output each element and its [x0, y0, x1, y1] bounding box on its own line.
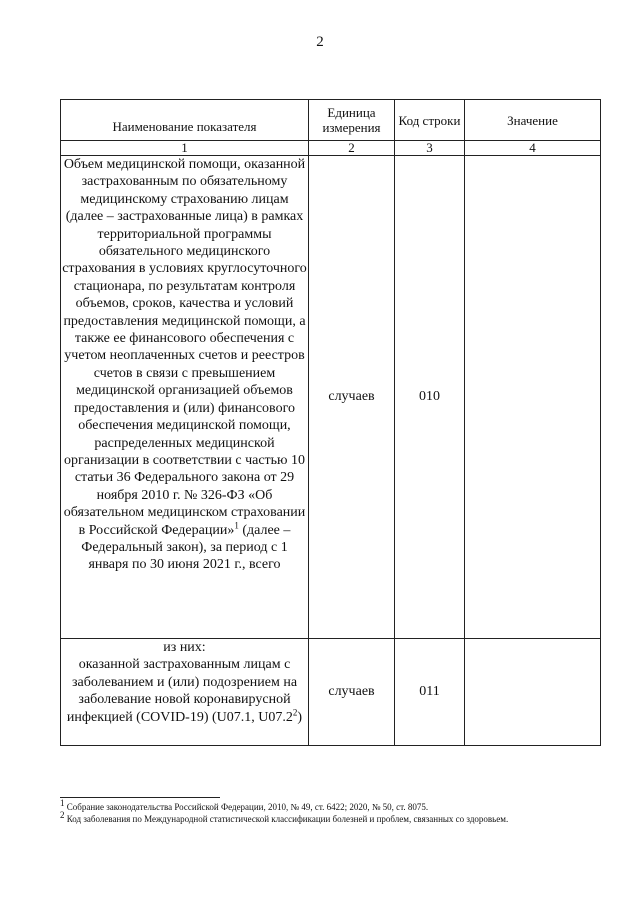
indicator-name-tail: (далее – Федеральный закон), за период с 1 января по 30 июня 2021 г., всего — [81, 522, 291, 573]
indicator-name-tail: ) — [297, 709, 303, 725]
subitems-prefix: из них: — [163, 640, 206, 655]
indicator-name-cell — [61, 156, 309, 639]
column-number-row — [61, 141, 601, 156]
value-cell — [465, 156, 601, 639]
footnote-text: Собрание законодательства Российской Федерации, 2010, № 49, ст. 6422; 2020, № 50, ст. 8075. — [64, 802, 429, 812]
table-row — [61, 639, 601, 746]
header-value: Значение — [465, 100, 601, 141]
footnote-2 — [60, 810, 600, 825]
column-number: 3 — [395, 141, 465, 156]
column-number: 4 — [465, 141, 601, 156]
footnote-ref: 1 — [234, 519, 239, 530]
page-number: 2 — [316, 34, 324, 50]
column-number: 2 — [309, 141, 395, 156]
header-row-code: Код строки — [395, 100, 465, 141]
footnote-1 — [60, 798, 600, 813]
column-number: 1 — [61, 141, 309, 156]
footnote-mark: 1 — [60, 798, 65, 808]
header-unit: Единица измерения — [309, 100, 395, 141]
footnote-text: Код заболевания по Международной статистической классификации болезней и проблем, связанных со здоровьем. — [64, 814, 509, 824]
unit-cell: случаев — [309, 156, 395, 639]
footnote-mark: 2 — [60, 810, 65, 820]
row-code-cell: 010 — [395, 156, 465, 639]
footnote-ref: 2 — [292, 706, 298, 717]
table-row — [61, 156, 601, 639]
indicator-name-text: Объем медицинской помощи, оказанной застрахованным по обязательному медицинскому страхованию лицам (далее – застрахованные лица) в рамках территориальной программы обязательного медицинского страхования в условиях круглосуточного стационара, по результатам контроля объемов, сроков, качества и условий предоставления медицинской помощи, а также ее финансового обеспечения с учетом неоплаченных счетов и реестров счетов в связи с превышением медицинской организацией объемов предоставления и (или) финансового обеспечения медицинской помощи, распределенных медицинской организации в соответствии с частью 10 статьи 36 Федерального закона от 29 ноября 2010 г. № 326-ФЗ «Об обязательном медицинском страховании в Российской Федерации» — [62, 157, 307, 538]
indicator-name-cell — [61, 639, 309, 746]
footnotes — [60, 798, 600, 825]
indicator-table — [60, 99, 601, 746]
header-indicator-name: Наименование показателя — [61, 100, 309, 141]
table-header-row — [61, 100, 601, 141]
indicator-name-text: оказанной застрахованным лицам с заболеванием и (или) подозрением на заболевание новой коронавирусной инфекцией (COVID-19) (U07.1, U07.2 — [66, 657, 298, 725]
footnote-separator — [60, 797, 220, 798]
unit-cell: случаев — [309, 639, 395, 746]
value-cell — [465, 639, 601, 746]
row-code-cell: 011 — [395, 639, 465, 746]
